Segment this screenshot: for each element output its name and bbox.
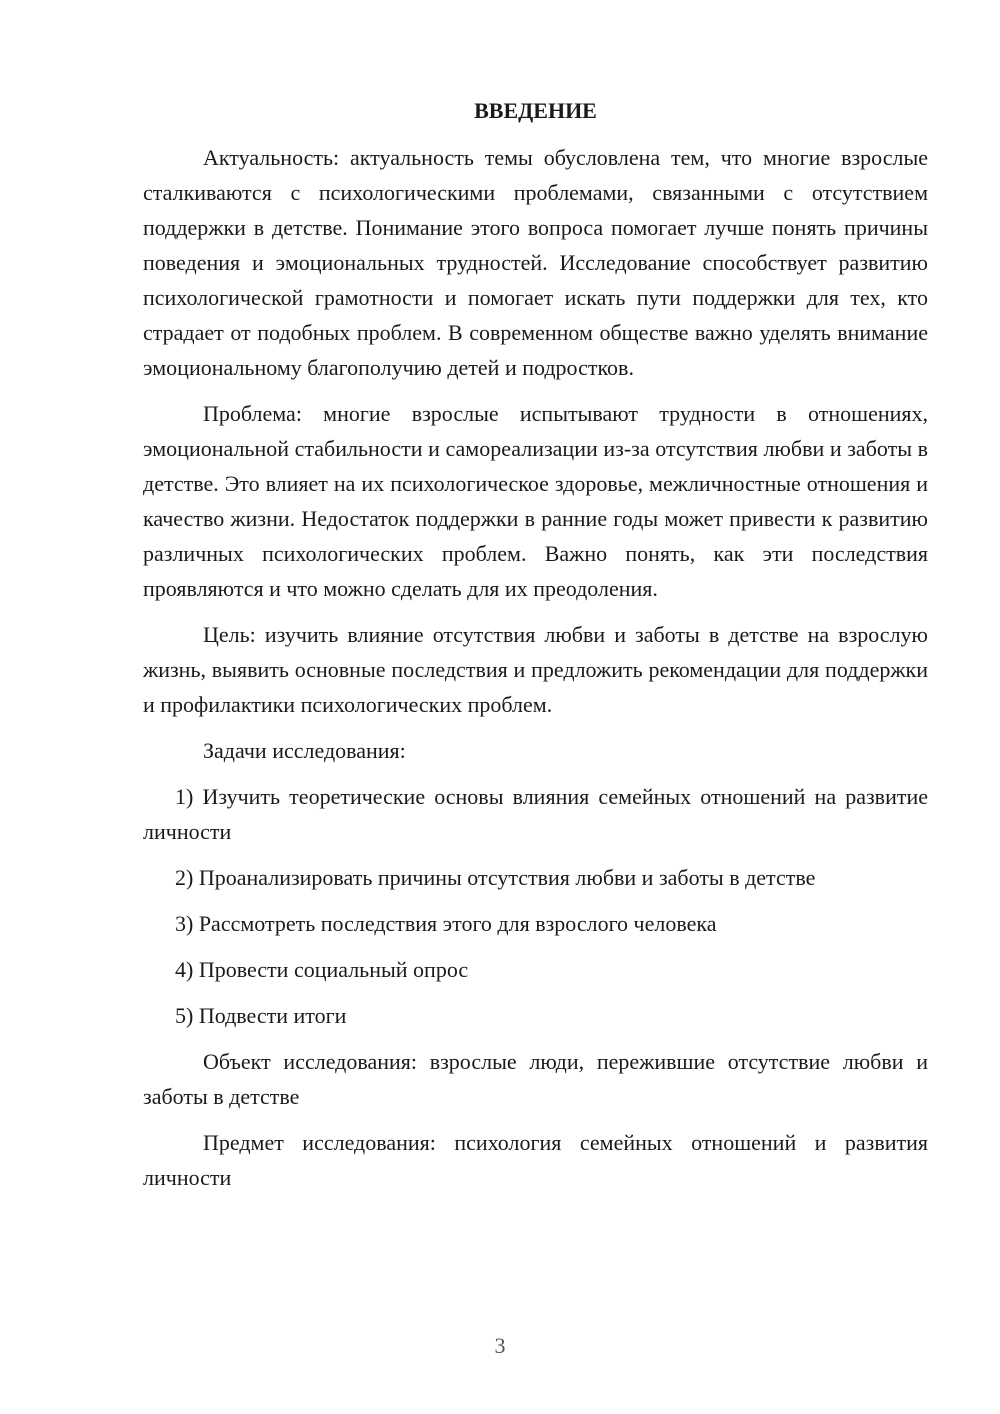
tasks-list [143,779,928,1033]
relevance-paragraph: Актуальность: актуальность темы обусловлена тем, что многие взрослые сталкиваются с психологическими проблемами, связанными с отсутствием поддержки в детстве. Понимание этого вопроса помогает лучше понять причины поведения и эмоциональных трудностей. Исследование способствует развитию психологической грамотности и помогает искать пути поддержки для тех, кто страдает от подобных проблем. В современном обществе важно уделять внимание эмоциональному благополучию детей и подростков. [143,145,928,380]
section-title: ВВЕДЕНИЕ [474,98,597,123]
subject-paragraph: Предмет исследования: психология семейных отношений и развития личности [143,1130,928,1190]
page-number: 3 [494,1333,506,1358]
document-page [143,96,928,1206]
task-item-3: 3) Рассмотреть последствия этого для взрослого человека [175,911,717,936]
tasks-heading: Задачи исследования: [203,738,406,763]
object-paragraph: Объект исследования: взрослые люди, пережившие отсутствие любви и заботы в детстве [143,1049,928,1109]
task-item-4: 4) Провести социальный опрос [175,957,469,982]
task-item-1: 1) Изучить теоретические основы влияния семейных отношений на развитие личности [143,784,928,844]
goal-paragraph: Цель: изучить влияние отсутствия любви и заботы в детстве на взрослую жизнь, выявить основные последствия и предложить рекомендации для поддержки и профилактики психологических проблем. [143,622,928,717]
task-item-5: 5) Подвести итоги [175,1003,347,1028]
problem-paragraph: Проблема: многие взрослые испытывают трудности в отношениях, эмоциональной стабильности и самореализации из-за отсутствия любви и заботы в детстве. Это влияет на их психологическое здоровье, межличностные отношения и качество жизни. Недостаток поддержки в ранние годы может привести к развитию различных психологических проблем. Важно понять, как эти последствия проявляются и что можно сделать для их преодоления. [143,401,928,601]
task-item-2: 2) Проанализировать причины отсутствия любви и заботы в детстве [175,865,816,890]
